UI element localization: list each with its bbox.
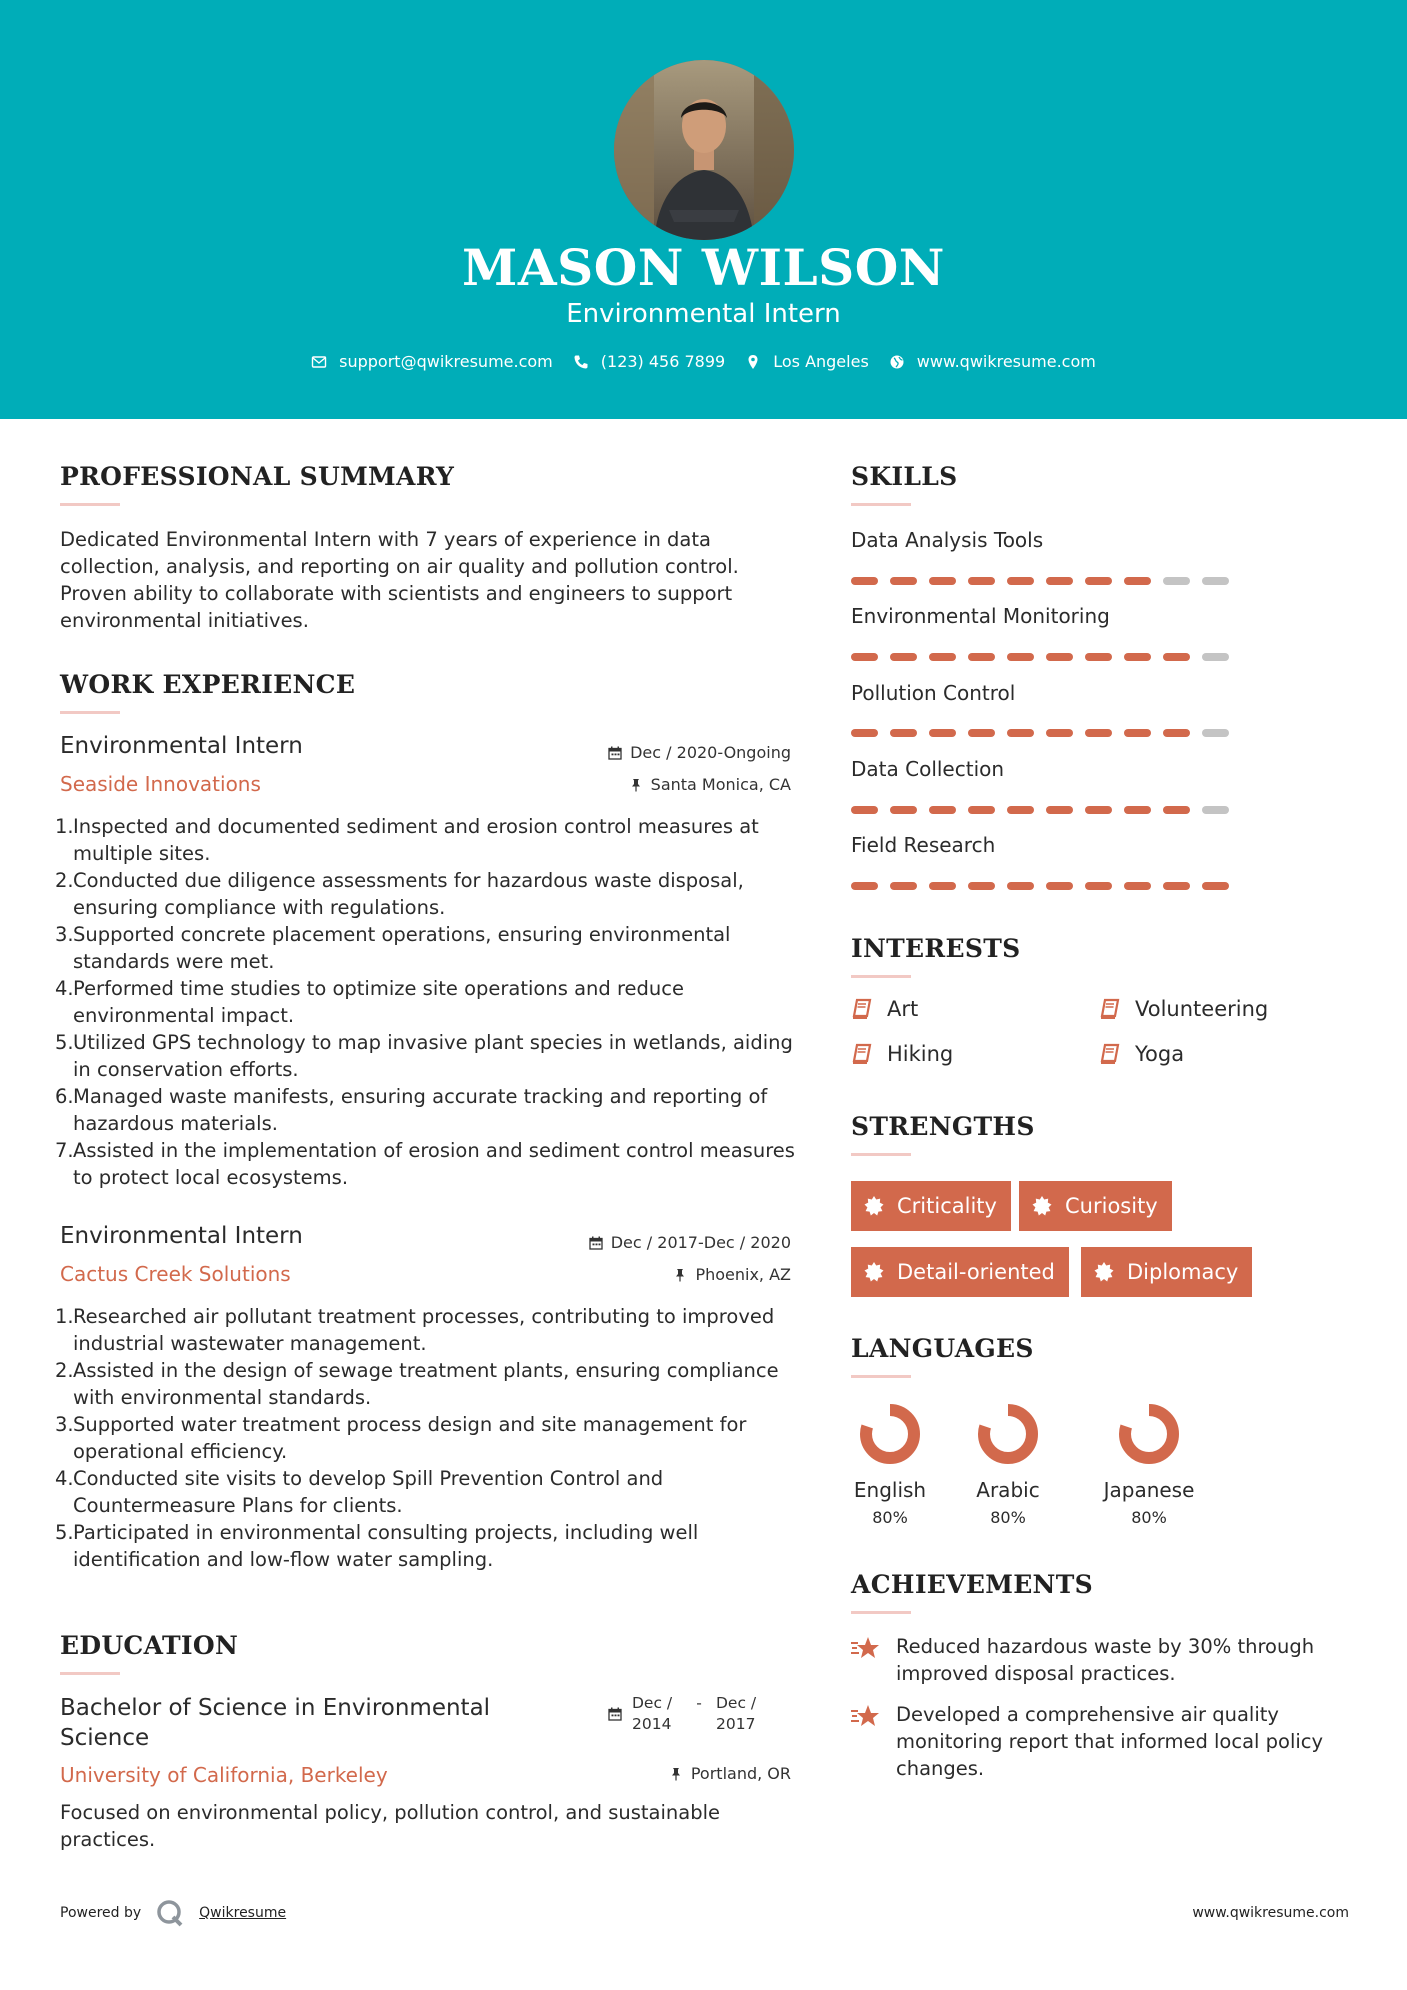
book-icon	[851, 998, 873, 1020]
interest-label: Art	[887, 997, 919, 1021]
summary-underline	[60, 503, 120, 506]
education-location	[669, 1764, 791, 1783]
list-item: 1. Researched air pollutant treatment processes, contributing to improved industrial wastewater management.	[55, 1305, 775, 1355]
skill-level-bar	[851, 882, 1229, 890]
list-item: 3. Supported concrete placement operations, ensuring environmental standards were met.	[55, 923, 731, 973]
skill-level-segment	[1007, 577, 1034, 585]
summary-heading: PROFESSIONAL SUMMARY	[60, 462, 455, 491]
skill-level-segment	[851, 729, 878, 737]
interests-heading: INTERESTS	[851, 934, 1021, 963]
star-award-icon	[850, 1635, 882, 1663]
skill-level-segment	[851, 882, 878, 890]
experience-underline	[60, 711, 120, 714]
date-separator: -	[696, 1694, 702, 1712]
skill-level-segment	[1085, 882, 1112, 890]
list-item: 4. Conducted site visits to develop Spill Prevention Control and Countermeasure Plans for clients.	[55, 1467, 664, 1517]
skill-level-segment	[1163, 577, 1190, 585]
list-item: 5. Utilized GPS technology to map invasive plant species in wetlands, aiding in conservation efforts.	[55, 1031, 793, 1081]
skill-level-segment	[851, 653, 878, 661]
skill-name: Environmental Monitoring	[851, 604, 1110, 628]
interests-underline	[851, 975, 911, 978]
star-award-icon	[850, 1703, 882, 1731]
skill-level-segment	[1202, 806, 1229, 814]
skill-level-segment	[968, 882, 995, 890]
skills-heading: SKILLS	[851, 462, 958, 491]
job-role: Environmental Intern	[60, 733, 303, 759]
skill-level-segment	[1007, 653, 1034, 661]
skill-level-segment	[851, 577, 878, 585]
job-company: Seaside Innovations	[60, 772, 261, 796]
interest-item	[851, 1042, 953, 1066]
strength-chip	[1019, 1181, 1172, 1231]
language-item	[835, 1402, 945, 1527]
skill-level-segment	[1007, 882, 1034, 890]
language-percent: 80%	[1131, 1508, 1167, 1527]
skill-level-segment	[890, 653, 917, 661]
education-underline	[60, 1672, 120, 1675]
strength-chip	[851, 1181, 1011, 1231]
language-percent: 80%	[872, 1508, 908, 1527]
calendar-icon	[608, 746, 622, 760]
interest-item	[1099, 1042, 1184, 1066]
strength-label: Curiosity	[1065, 1194, 1158, 1218]
language-name: Arabic	[976, 1478, 1040, 1502]
skill-level-segment	[1124, 882, 1151, 890]
education-location-text: Portland, OR	[690, 1764, 791, 1783]
language-item	[953, 1402, 1063, 1527]
skill-level-bar	[851, 729, 1229, 737]
list-item: 3. Supported water treatment process design and site management for operational efficiency.	[55, 1413, 747, 1463]
interest-label: Yoga	[1135, 1042, 1185, 1066]
profile-photo	[614, 60, 794, 240]
skill-level-segment	[1007, 806, 1034, 814]
skill-level-segment	[1202, 653, 1229, 661]
phone-text: (123) 456 7899	[600, 352, 726, 371]
skill-level-segment	[1202, 577, 1229, 585]
skill-level-segment	[929, 577, 956, 585]
job-role: Environmental Intern	[60, 1223, 303, 1249]
skill-level-segment	[929, 806, 956, 814]
candidate-name: MASON WILSON	[462, 238, 945, 297]
skill-level-segment	[1085, 653, 1112, 661]
phone-icon	[573, 354, 589, 370]
contact-email[interactable]	[311, 352, 553, 371]
map-pin-icon	[745, 354, 761, 370]
skill-name: Data Collection	[851, 757, 1005, 781]
school-name: University of California, Berkeley	[60, 1763, 388, 1787]
contact-phone[interactable]	[573, 352, 725, 371]
badge-icon	[1031, 1195, 1053, 1217]
pushpin-icon	[673, 1268, 687, 1282]
skill-name: Field Research	[851, 833, 996, 857]
job-bullets	[55, 813, 800, 1191]
job-location	[673, 1265, 791, 1284]
skill-level-bar	[851, 653, 1229, 661]
skill-level-segment	[890, 729, 917, 737]
strength-label: Criticality	[897, 1194, 997, 1218]
interest-item	[1099, 997, 1268, 1021]
achievements-heading: ACHIEVEMENTS	[851, 1570, 1093, 1599]
interest-item	[851, 997, 918, 1021]
language-progress-ring	[976, 1402, 1040, 1466]
education-dates	[608, 1693, 798, 1735]
badge-icon	[863, 1261, 885, 1283]
skill-level-segment	[1085, 577, 1112, 585]
skill-level-segment	[890, 806, 917, 814]
degree-name: Bachelor of Science in Environmental Science	[60, 1695, 491, 1751]
contact-row	[0, 352, 1407, 371]
skill-level-segment	[1046, 882, 1073, 890]
education-end: Dec / 2017	[716, 1694, 757, 1733]
skill-level-segment	[1046, 577, 1073, 585]
skill-level-segment	[968, 729, 995, 737]
strength-label: Detail-oriented	[897, 1260, 1055, 1284]
skill-level-segment	[1046, 653, 1073, 661]
website-text: www.qwikresume.com	[916, 352, 1096, 371]
languages-heading: LANGUAGES	[851, 1334, 1034, 1363]
calendar-icon	[608, 1707, 622, 1721]
badge-icon	[863, 1195, 885, 1217]
job-dates-text: Dec / 2020-Ongoing	[630, 743, 791, 762]
skill-name: Data Analysis Tools	[851, 528, 1044, 552]
skill-level-segment	[1163, 653, 1190, 661]
job-dates	[608, 743, 791, 762]
envelope-icon	[311, 354, 327, 370]
job-location	[629, 775, 791, 794]
language-name: Japanese	[1103, 1478, 1195, 1502]
achievement-item	[850, 1633, 1350, 1687]
book-icon	[851, 1043, 873, 1065]
qwikresume-logo-icon	[155, 1898, 185, 1928]
strength-chip	[1081, 1247, 1252, 1297]
list-item: 4. Performed time studies to optimize site operations and reduce environmental impact.	[55, 977, 685, 1027]
skill-level-segment	[1046, 806, 1073, 814]
skill-level-segment	[1046, 729, 1073, 737]
contact-website[interactable]	[889, 352, 1096, 371]
education-start: Dec / 2014	[632, 1694, 673, 1733]
education-description: Focused on environmental policy, pollution control, and sustainable practices.	[60, 1801, 721, 1851]
powered-by-label: Powered by	[60, 1905, 142, 1921]
skill-level-segment	[890, 577, 917, 585]
skill-level-segment	[1085, 729, 1112, 737]
job-location-text: Santa Monica, CA	[650, 775, 791, 794]
skill-name: Pollution Control	[851, 681, 1016, 705]
skill-level-segment	[1007, 729, 1034, 737]
skill-level-bar	[851, 806, 1229, 814]
language-name: English	[853, 1478, 927, 1502]
skill-level-segment	[929, 882, 956, 890]
skill-level-segment	[1202, 882, 1229, 890]
list-item: 2. Conducted due diligence assessments for hazardous waste disposal, ensuring compliance with regulations.	[55, 869, 744, 919]
skill-level-segment	[968, 806, 995, 814]
skill-level-segment	[929, 653, 956, 661]
skill-level-segment	[929, 729, 956, 737]
job-dates	[589, 1233, 791, 1252]
skills-underline	[851, 503, 911, 506]
globe-icon	[889, 354, 905, 370]
skill-level-segment	[1163, 729, 1190, 737]
skill-level-segment	[968, 653, 995, 661]
achievement-item	[850, 1701, 1350, 1782]
skill-level-bar	[851, 577, 1229, 585]
list-item: 6. Managed waste manifests, ensuring accurate tracking and reporting of hazardous materials.	[55, 1085, 768, 1135]
experience-heading: WORK EXPERIENCE	[60, 670, 356, 699]
skill-level-segment	[1163, 882, 1190, 890]
job-dates-text: Dec / 2017-Dec / 2020	[610, 1233, 791, 1252]
skill-level-segment	[1085, 806, 1112, 814]
skill-level-segment	[1124, 653, 1151, 661]
list-item: 7. Assisted in the implementation of erosion and sediment control measures to protect local ecosystems.	[55, 1139, 795, 1189]
skill-level-segment	[1124, 577, 1151, 585]
skill-level-segment	[968, 577, 995, 585]
powered-by	[60, 1898, 286, 1928]
education-heading: EDUCATION	[60, 1631, 239, 1660]
summary-text: Dedicated Environmental Intern with 7 years of experience in data collection, analysis, and reporting on air quality and pollution control. Proven ability to collaborate with scientists and engineers to support environmental initiatives.	[60, 528, 739, 632]
pushpin-icon	[669, 1767, 683, 1781]
language-progress-ring	[1117, 1402, 1181, 1466]
list-item: 1. Inspected and documented sediment and erosion control measures at multiple sites.	[55, 815, 759, 865]
language-progress-ring	[858, 1402, 922, 1466]
job-bullets	[55, 1303, 800, 1573]
book-icon	[1099, 998, 1121, 1020]
location-text: Los Angeles	[773, 352, 869, 371]
achievement-text: Reduced hazardous waste by 30% through improved disposal practices.	[896, 1635, 1315, 1685]
language-item	[1094, 1402, 1204, 1527]
strengths-underline	[851, 1153, 911, 1156]
calendar-icon	[589, 1236, 603, 1250]
resume-header	[0, 0, 1407, 419]
languages-underline	[851, 1375, 911, 1378]
skill-level-segment	[890, 882, 917, 890]
skill-level-segment	[1202, 729, 1229, 737]
strengths-heading: STRENGTHS	[851, 1112, 1035, 1141]
badge-icon	[1093, 1261, 1115, 1283]
strength-label: Diplomacy	[1127, 1260, 1239, 1284]
contact-location	[745, 352, 869, 371]
list-item: 5. Participated in environmental consulting projects, including well identification and low-flow water sampling.	[55, 1521, 699, 1571]
language-percent: 80%	[990, 1508, 1026, 1527]
strength-chip	[851, 1247, 1069, 1297]
qwikresume-link[interactable]: Qwikresume	[199, 1905, 287, 1921]
list-item: 2. Assisted in the design of sewage treatment plants, ensuring compliance with environmental standards.	[55, 1359, 779, 1409]
job-company: Cactus Creek Solutions	[60, 1262, 291, 1286]
achievement-text: Developed a comprehensive air quality monitoring report that informed local policy changes.	[896, 1703, 1324, 1780]
skill-level-segment	[1124, 806, 1151, 814]
email-text: support@qwikresume.com	[339, 352, 553, 371]
interest-label: Volunteering	[1135, 997, 1269, 1021]
job-location-text: Phoenix, AZ	[695, 1265, 791, 1284]
candidate-title: Environmental Intern	[566, 299, 841, 329]
interest-label: Hiking	[887, 1042, 954, 1066]
pushpin-icon	[629, 778, 643, 792]
skill-level-segment	[851, 806, 878, 814]
achievements-underline	[851, 1611, 911, 1614]
skill-level-segment	[1124, 729, 1151, 737]
book-icon	[1099, 1043, 1121, 1065]
footer-url[interactable]: www.qwikresume.com	[1192, 1905, 1349, 1921]
skill-level-segment	[1163, 806, 1190, 814]
